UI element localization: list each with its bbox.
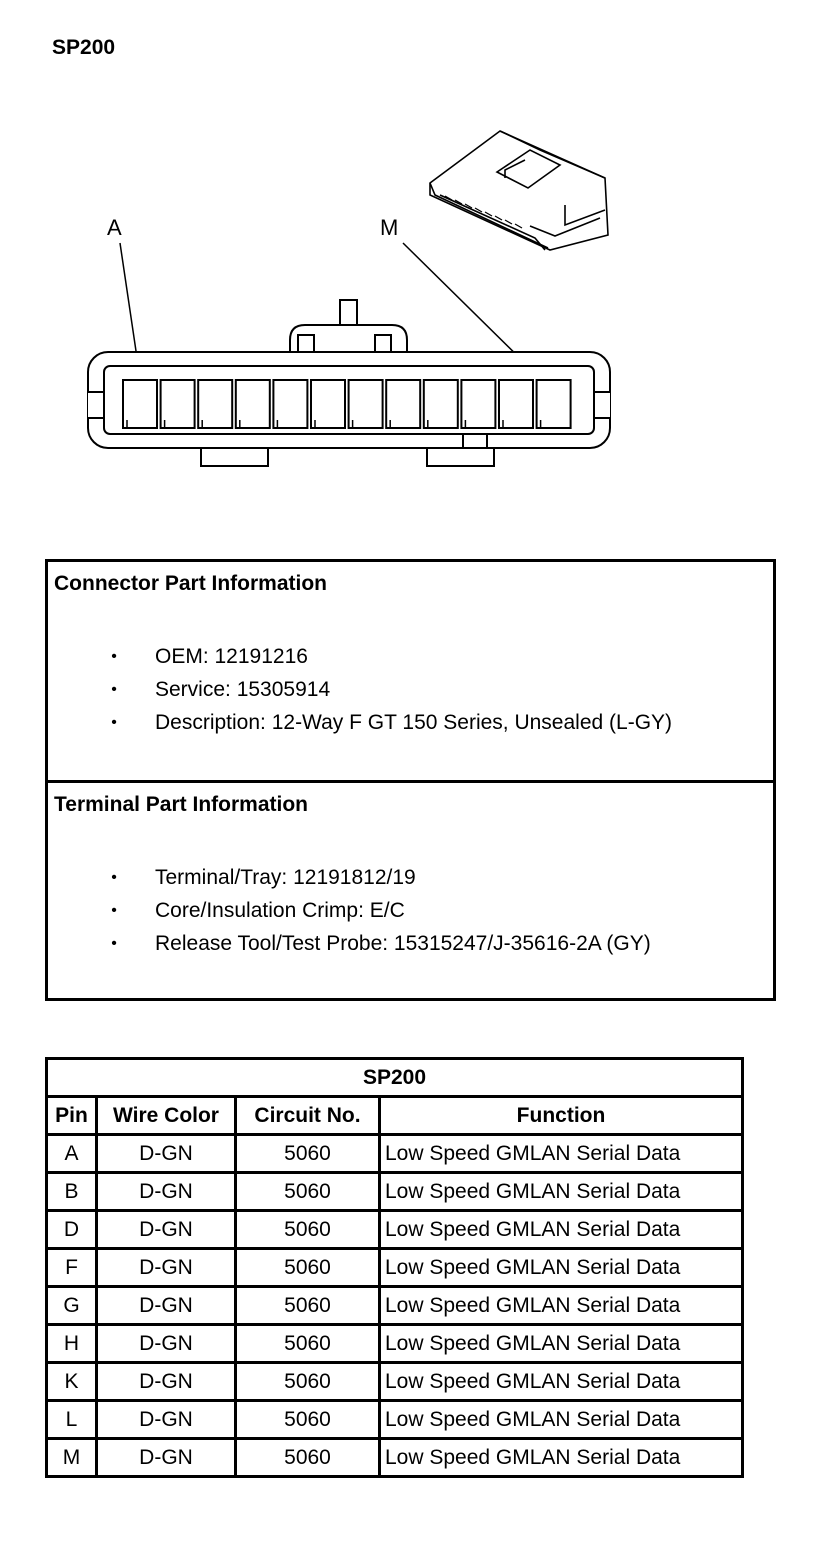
header-function: Function [380,1097,743,1135]
pin-cell: K [47,1363,97,1401]
part-info-box [45,559,776,1001]
table-row [47,1173,743,1211]
wire-color-cell: D-GN [97,1135,236,1173]
pin-table-title: SP200 [47,1059,743,1097]
header-wire-color: Wire Color [97,1097,236,1135]
wire-color-cell: D-GN [97,1325,236,1363]
function-cell: Low Speed GMLAN Serial Data [380,1135,743,1173]
bullet-icon: • [111,869,117,886]
function-cell: Low Speed GMLAN Serial Data [380,1401,743,1439]
function-cell: Low Speed GMLAN Serial Data [380,1363,743,1401]
pin-cell: L [47,1401,97,1439]
cavity [161,380,195,428]
table-row [47,1249,743,1287]
pin-cell: D [47,1211,97,1249]
pin-cell: G [47,1287,97,1325]
wire-color-cell: D-GN [97,1211,236,1249]
function-cell: Low Speed GMLAN Serial Data [380,1287,743,1325]
circuit-no-cell: 5060 [236,1173,380,1211]
table-row [47,1135,743,1173]
cavity [236,380,270,428]
page-title: SP200 [52,36,116,59]
circuit-no-cell: 5060 [236,1135,380,1173]
cavity [198,380,232,428]
cavity [123,380,157,428]
connector-diagram [0,0,832,520]
bullet-icon: • [111,935,117,952]
terminal-info-heading: Terminal Part Information [54,793,308,816]
circuit-no-cell: 5060 [236,1249,380,1287]
pin-cell: H [47,1325,97,1363]
table-row [47,1363,743,1401]
circuit-no-cell: 5060 [236,1363,380,1401]
table-row [47,1325,743,1363]
header-circuit-no: Circuit No. [236,1097,380,1135]
table-row [47,1439,743,1477]
circuit-no-cell: 5060 [236,1211,380,1249]
bullet-icon: • [111,902,117,919]
cavity [499,380,533,428]
connector-info-heading: Connector Part Information [54,572,328,595]
pin-cell: F [47,1249,97,1287]
cavity [461,380,495,428]
wire-color-cell: D-GN [97,1173,236,1211]
function-cell: Low Speed GMLAN Serial Data [380,1439,743,1477]
circuit-no-cell: 5060 [236,1401,380,1439]
pin-cell: A [47,1135,97,1173]
wire-color-cell: D-GN [97,1249,236,1287]
pin-table [45,1057,744,1478]
function-cell: Low Speed GMLAN Serial Data [380,1249,743,1287]
function-cell: Low Speed GMLAN Serial Data [380,1211,743,1249]
circuit-no-cell: 5060 [236,1325,380,1363]
header-pin: Pin [47,1097,97,1135]
table-row [47,1401,743,1439]
terminal-part-info: Terminal Part Information • Terminal/Tray: 12191812/19 • Core/Insulation Crimp: E/C • Release Tool/Test Probe: 15315247/J-35616-2A (GY) [48,783,773,998]
cavity [424,380,458,428]
wire-color-cell: D-GN [97,1439,236,1477]
cavity-label-a: A [107,215,122,240]
cavity-label-m: M [380,215,399,240]
cavity [273,380,307,428]
function-cell: Low Speed GMLAN Serial Data [380,1325,743,1363]
cavity [311,380,345,428]
pin-table-body [47,1135,743,1477]
pin-cell: B [47,1173,97,1211]
table-row [47,1287,743,1325]
function-cell: Low Speed GMLAN Serial Data [380,1173,743,1211]
connector-3d-view [430,131,608,250]
circuit-no-cell: 5060 [236,1439,380,1477]
connector-part-info: Connector Part Information • OEM: 12191216 • Service: 15305914 • Description: 12-Way F GT 150 Series, Unsealed (L-GY) [48,562,773,783]
bullet-icon: • [111,714,117,731]
cavity [386,380,420,428]
cavity [349,380,383,428]
cavity [537,380,571,428]
bullet-icon: • [111,681,117,698]
wire-color-cell: D-GN [97,1287,236,1325]
table-row [47,1211,743,1249]
wire-color-cell: D-GN [97,1363,236,1401]
wire-color-cell: D-GN [97,1401,236,1439]
circuit-no-cell: 5060 [236,1287,380,1325]
bullet-icon: • [111,648,117,665]
pin-cell: M [47,1439,97,1477]
